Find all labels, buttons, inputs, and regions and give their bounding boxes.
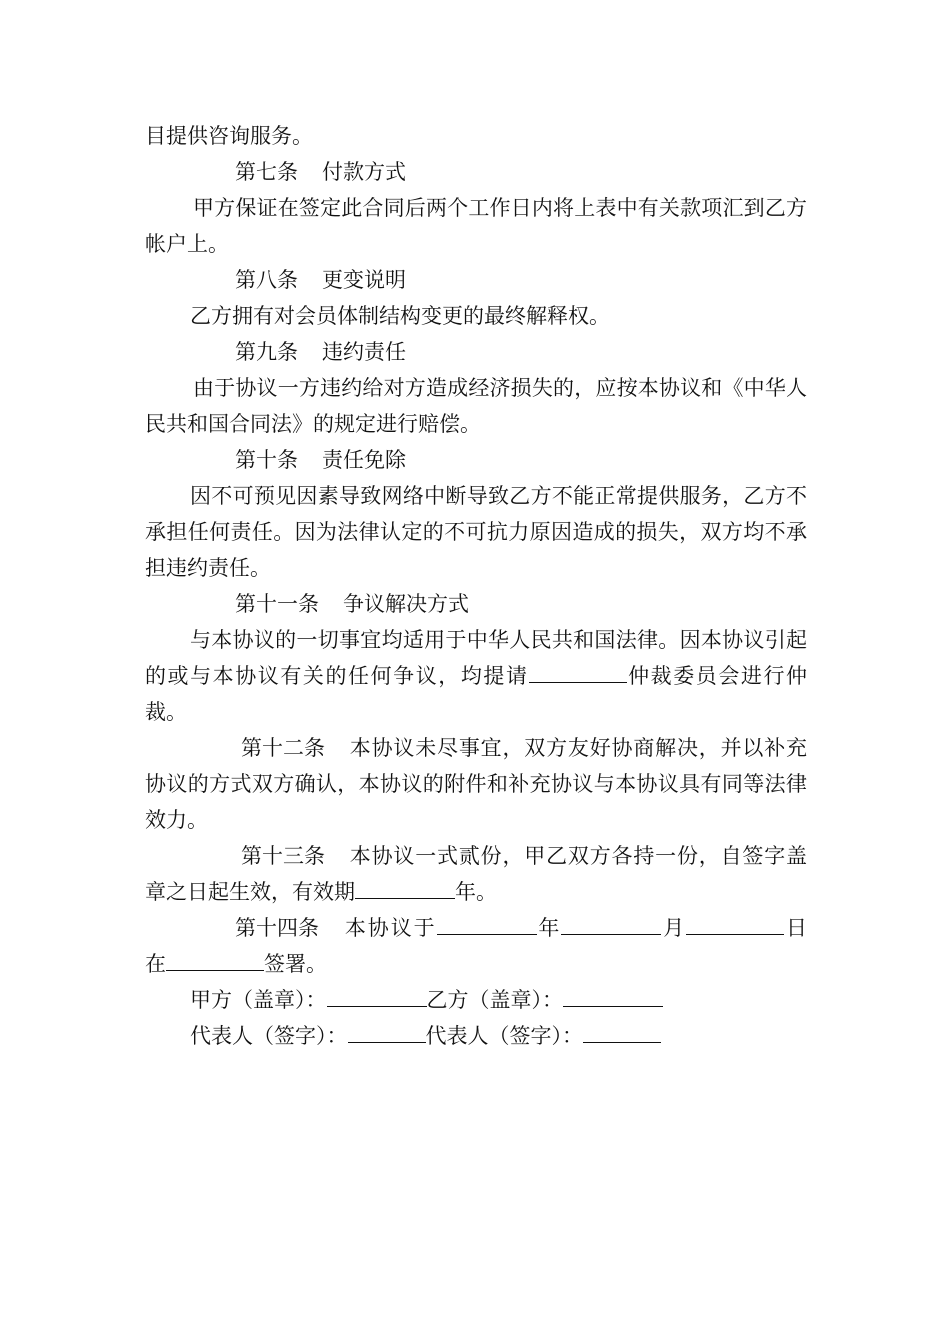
article-11-text-a: 与本协议的一切事宜均适用于中华人民共和国法律。因本协议引起的或与本协议有关的任何争议，均提请 <box>145 628 807 688</box>
article-9-body: 由于协议一方违约给对方造成经济损失的，应按本协议和《中华人民共和国合同法》的规定进行赔偿。 <box>145 376 807 436</box>
month-label: 月 <box>661 916 687 940</box>
article-14-label: 第十四条 <box>235 916 319 940</box>
party-b-seal-blank <box>563 984 663 1007</box>
party-a-seal-label: 甲方（盖章）： <box>190 988 327 1012</box>
article-11-heading <box>145 586 807 622</box>
article-8-body: 乙方拥有对会员体制结构变更的最终解释权。 <box>190 304 610 328</box>
article-10-heading <box>145 442 807 478</box>
article-13-label: 第十三条 <box>241 844 325 868</box>
year-blank <box>437 912 537 935</box>
month-blank <box>561 912 661 935</box>
signature-row <box>145 1018 807 1054</box>
document-page <box>145 118 807 1054</box>
article-12-body <box>145 730 807 838</box>
article-10-title: 责任免除 <box>322 448 406 472</box>
article-13-text-b: 年。 <box>455 880 497 904</box>
article-11-body <box>145 622 807 730</box>
article-8-title: 更变说明 <box>322 268 406 292</box>
article-12-label: 第十二条 <box>241 736 325 760</box>
article-7-heading <box>145 154 807 190</box>
signed-label: 签署。 <box>264 952 327 976</box>
paragraph-continuation: 目提供咨询服务。 <box>145 124 313 148</box>
article-12-text: 本协议未尽事宜，双方友好协商解决，并以补充协议的方式双方确认，本协议的附件和补充协议与本协议具有同等法律效力。 <box>145 736 807 832</box>
article-10-body: 因不可预见因素导致网络中断导致乙方不能正常提供服务，乙方不承担任何责任。因为法律认定的不可抗力原因造成的损失，双方均不承担违约责任。 <box>145 484 807 580</box>
article-14-body <box>145 910 807 982</box>
article-11-text-b: 仲裁委员会进行仲裁。 <box>145 664 808 724</box>
article-7-title: 付款方式 <box>322 160 406 184</box>
arbitration-blank <box>529 660 627 683</box>
article-9-label: 第九条 <box>235 340 298 364</box>
article-13-text-a: 本协议一式贰份，甲乙双方各持一份，自签字盖章之日起生效，有效期 <box>145 844 807 904</box>
article-7-label: 第七条 <box>235 160 298 184</box>
article-7-body: 甲方保证在签定此合同后两个工作日内将上表中有关款项汇到乙方帐户上。 <box>145 196 807 256</box>
place-blank-a <box>166 948 188 971</box>
day-blank <box>686 912 784 935</box>
party-a-seal-blank <box>327 984 427 1007</box>
article-11-label: 第十一条 <box>235 592 319 616</box>
validity-blank <box>355 876 455 899</box>
article-10-label: 第十条 <box>235 448 298 472</box>
article-8-heading <box>145 262 807 298</box>
day-label: 日在 <box>145 916 808 976</box>
year-label: 年 <box>536 916 562 940</box>
rep-b-blank <box>583 1020 661 1043</box>
rep-a-blank <box>348 1020 426 1043</box>
article-9-title: 违约责任 <box>322 340 406 364</box>
article-11-title: 争议解决方式 <box>343 592 469 616</box>
article-14-text: 本协议于 <box>343 916 437 940</box>
rep-a-label: 代表人（签字）： <box>190 1024 348 1048</box>
article-9-heading <box>145 334 807 370</box>
article-8-label: 第八条 <box>235 268 298 292</box>
article-13-body <box>145 838 807 910</box>
rep-b-label: 代表人（签字）： <box>425 1024 583 1048</box>
party-b-seal-label: 乙方（盖章）： <box>426 988 563 1012</box>
seal-row <box>145 982 807 1018</box>
place-blank-b <box>188 948 264 971</box>
